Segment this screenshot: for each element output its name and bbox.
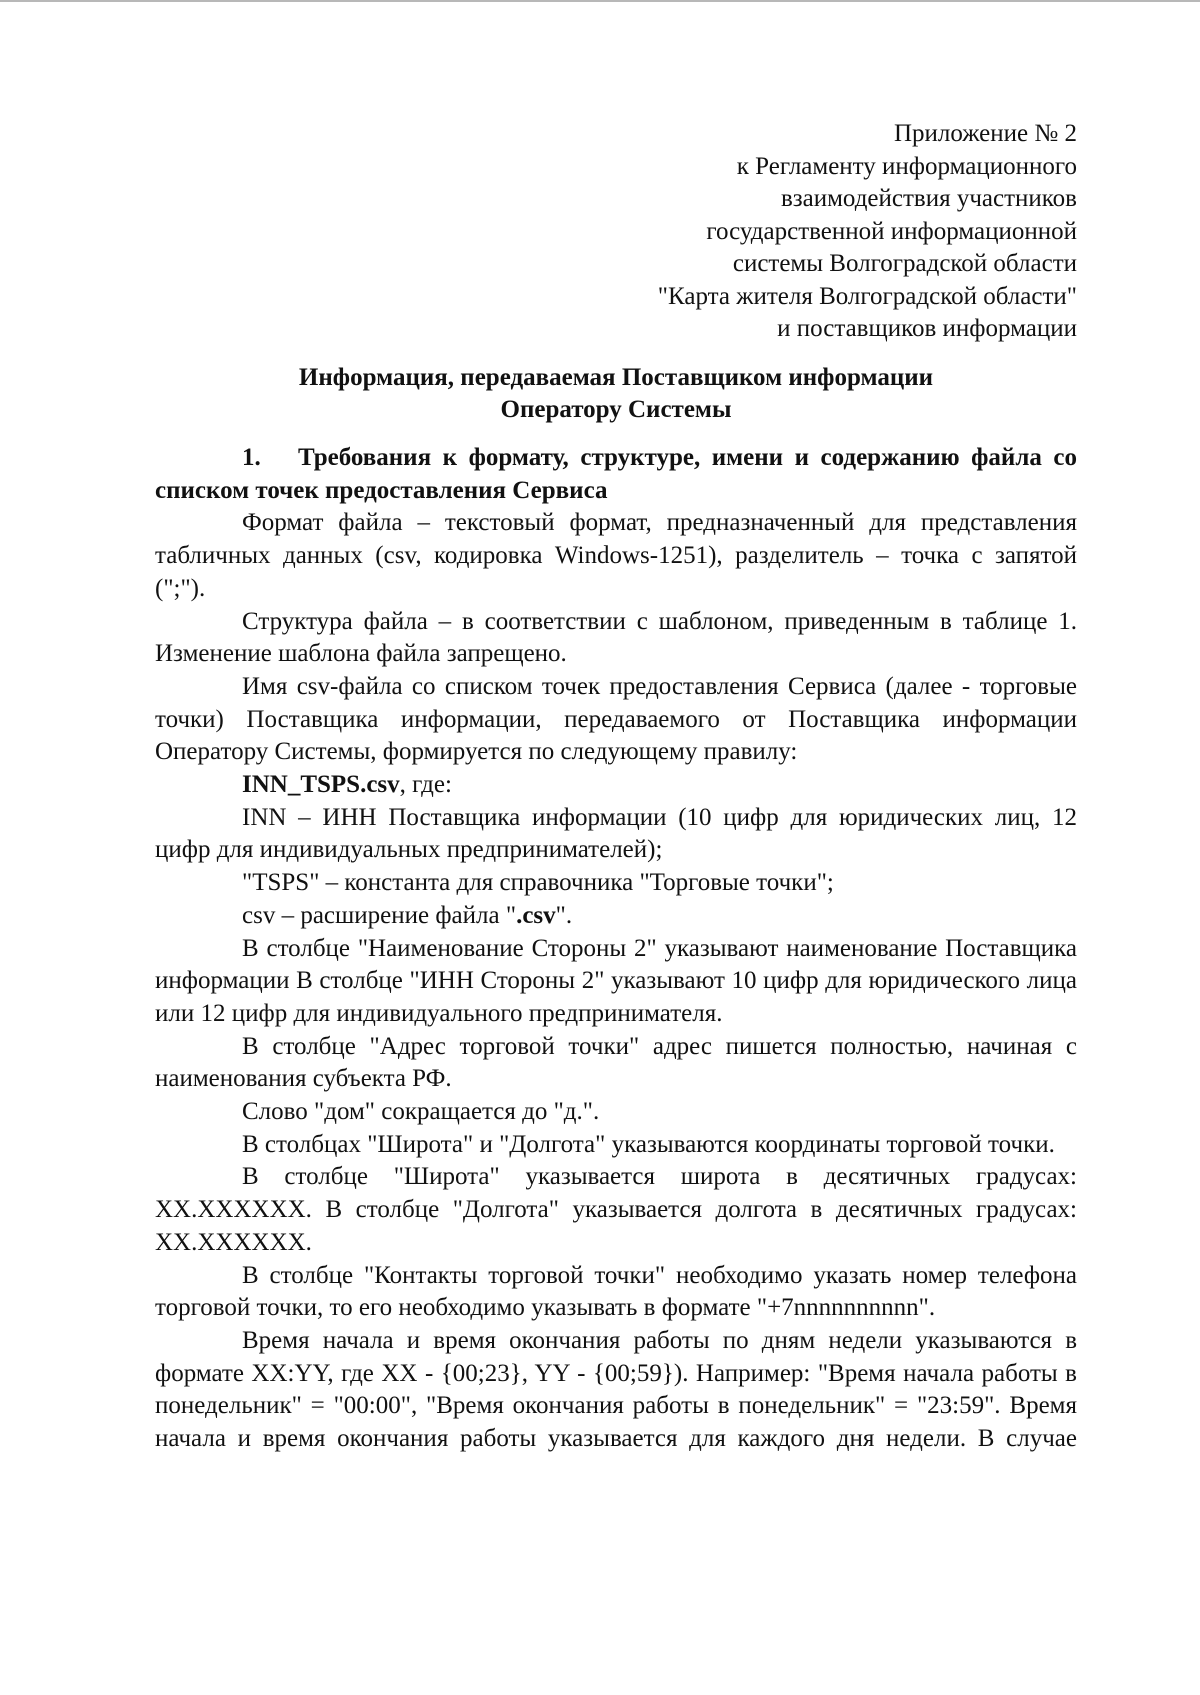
paragraph-coordinates: В столбцах "Широта" и "Долгота" указываются координаты торговой точки. — [242, 1130, 1055, 1158]
csv-extension: .csv — [516, 901, 556, 929]
paragraph-format: Формат файла – текстовый формат, предназначенный для представления табличных данных (csv, кодировка Windows-1251), разделитель – точка с запятой (";"). — [155, 509, 1077, 602]
csv-suffix: ". — [555, 901, 573, 929]
csv-prefix: csv – расширение файла " — [242, 901, 517, 929]
section-heading — [155, 442, 1077, 507]
paragraph-address: В столбце "Адрес торговой точки" адрес пишется полностью, начиная с наименования субъекта РФ. — [155, 1032, 1077, 1093]
header-line: Приложение № 2 — [893, 120, 1077, 147]
header-line: системы Волгоградской области — [732, 250, 1077, 277]
paragraph-contacts: В столбце "Контакты торговой точки" необходимо указать номер телефона торговой точки, то его необходимо указывать в формате "+7nnnnnnnnnn". — [155, 1261, 1077, 1322]
title-line-1: Информация, передаваемая Поставщиком информации — [298, 364, 934, 391]
section-heading-text: Требования к формату, структуре, имени и содержанию файла со списком точек предоставления Сервиса — [155, 444, 1077, 504]
appendix-header — [658, 118, 1077, 346]
header-line: к Регламенту информационного — [736, 152, 1077, 180]
document-title — [155, 362, 1077, 426]
paragraph-structure: Структура файла – в соответствии с шаблоном, приведенным в таблице 1. Изменение шаблона файла запрещено. — [155, 607, 1077, 668]
filename-template: INN_TSPS.csv — [242, 771, 400, 799]
header-line: и поставщиков информации — [777, 315, 1077, 342]
paragraph-filename-rule: Имя csv-файла со списком точек предоставления Сервиса (далее - торговые точки) Поставщика информации, передаваемого от Поставщика информации Оператору Системы, формируется по следующему правилу: — [155, 672, 1077, 766]
header-line: взаимодействия участников — [780, 185, 1077, 212]
title-line-2: Оператору Системы — [500, 396, 732, 423]
paragraph-dom: Слово "дом" сокращается до "д.". — [242, 1098, 600, 1126]
document-body — [155, 442, 1077, 1456]
paragraph-tsps: "TSPS" – константа для справочника "Торговые точки"; — [242, 869, 834, 897]
paragraph-csv — [155, 900, 1077, 933]
filename-suffix: , где: — [399, 771, 452, 799]
paragraph-inn: INN – ИНН Поставщика информации (10 цифр для юридических лиц, 12 цифр для индивидуальных предпринимателей); — [155, 803, 1077, 864]
header-line: "Карта жителя Волгоградской области" — [657, 282, 1077, 310]
paragraph-party: В столбце "Наименование Стороны 2" указывают наименование Поставщика информации В столбце "ИНН Стороны 2" указывают 10 цифр для юридического лица или 12 цифр для индивидуального предпринимателя. — [155, 934, 1077, 1027]
scan-top-edge — [0, 0, 1200, 2]
section-number: 1. — [242, 444, 261, 471]
paragraph-filename — [155, 769, 1077, 802]
header-line: государственной информационной — [706, 217, 1077, 245]
paragraph-working-hours: Время начала и время окончания работы по дням недели указываются в формате XX:YY, где XX - {00;23}, YY - {00;59}). Например: "Время начала работы в понедельник" = "00:00", "Время окончания работы в понедельник" = "23:59". Время начала и время окончания работы указывается для каждого дня недели. В случае — [155, 1326, 1077, 1453]
paragraph-lat-lon: В столбце "Широта" указывается широта в десятичных градусах: XX.XXXXXX. В столбце "Долгота" указывается долгота в десятичных градусах: XX.XXXXXX. — [155, 1163, 1077, 1256]
